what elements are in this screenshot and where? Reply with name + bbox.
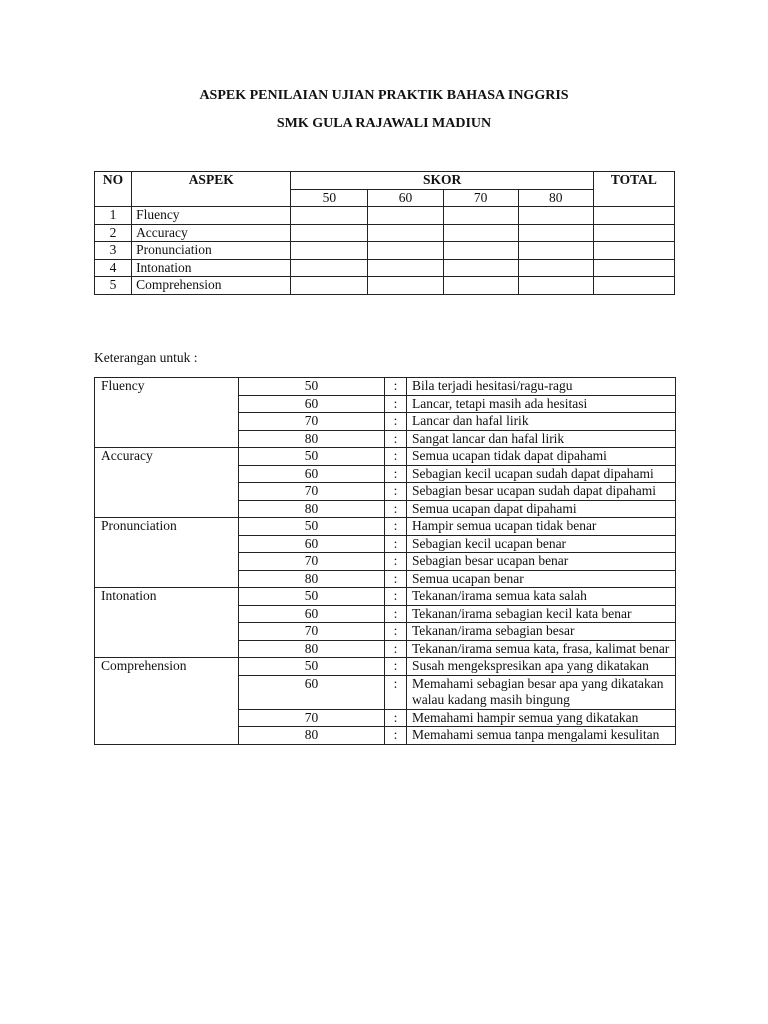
score-cell[interactable] xyxy=(518,242,593,260)
criteria-score: 50 xyxy=(239,448,385,466)
criteria-colon: : xyxy=(385,623,407,641)
score-table-body xyxy=(95,207,675,295)
table-row xyxy=(95,259,675,277)
criteria-score: 60 xyxy=(239,675,385,709)
score-level-80: 80 xyxy=(518,189,593,207)
criteria-score: 70 xyxy=(239,413,385,431)
row-aspect: Pronunciation xyxy=(132,242,291,260)
score-cell[interactable] xyxy=(518,259,593,277)
column-header-score: SKOR xyxy=(291,172,594,190)
row-number: 2 xyxy=(95,224,132,242)
criteria-row xyxy=(95,588,676,606)
row-number: 3 xyxy=(95,242,132,260)
criteria-description: Sebagian kecil ucapan sudah dapat dipahami xyxy=(407,465,676,483)
criteria-row xyxy=(95,448,676,466)
criteria-score: 50 xyxy=(239,518,385,536)
criteria-description: Memahami semua tanpa mengalami kesulitan xyxy=(407,727,676,745)
criteria-aspect: Accuracy xyxy=(95,448,239,518)
criteria-colon: : xyxy=(385,395,407,413)
criteria-colon: : xyxy=(385,518,407,536)
criteria-description: Lancar dan hafal lirik xyxy=(407,413,676,431)
score-level-50: 50 xyxy=(291,189,368,207)
criteria-colon: : xyxy=(385,570,407,588)
criteria-colon: : xyxy=(385,500,407,518)
score-cell[interactable] xyxy=(368,277,443,295)
score-cell[interactable] xyxy=(518,277,593,295)
score-level-70: 70 xyxy=(443,189,518,207)
row-number: 1 xyxy=(95,207,132,225)
criteria-description: Semua ucapan benar xyxy=(407,570,676,588)
criteria-score: 60 xyxy=(239,395,385,413)
criteria-description: Bila terjadi hesitasi/ragu-ragu xyxy=(407,378,676,396)
criteria-colon: : xyxy=(385,378,407,396)
criteria-aspect: Fluency xyxy=(95,378,239,448)
notes-label: Keterangan untuk : xyxy=(94,350,198,365)
criteria-row xyxy=(95,378,676,396)
score-cell[interactable] xyxy=(443,242,518,260)
criteria-row xyxy=(95,658,676,676)
total-cell[interactable] xyxy=(593,224,674,242)
score-cell[interactable] xyxy=(518,224,593,242)
criteria-description: Sebagian besar ucapan sudah dapat dipahami xyxy=(407,483,676,501)
table-row xyxy=(95,224,675,242)
table-row xyxy=(95,207,675,225)
criteria-score: 80 xyxy=(239,570,385,588)
row-aspect: Fluency xyxy=(132,207,291,225)
criteria-description: Semua ucapan tidak dapat dipahami xyxy=(407,448,676,466)
criteria-score: 60 xyxy=(239,605,385,623)
criteria-description: Susah mengekspresikan apa yang dikatakan xyxy=(407,658,676,676)
criteria-score: 60 xyxy=(239,465,385,483)
school-name: SMK GULA RAJAWALI MADIUN xyxy=(276,116,492,131)
criteria-description: Tekanan/irama sebagian besar xyxy=(407,623,676,641)
score-cell[interactable] xyxy=(443,259,518,277)
document-title: ASPEK PENILAIAN UJIAN PRAKTIK BAHASA INGGRIS xyxy=(199,88,569,103)
table-row xyxy=(95,277,675,295)
criteria-aspect: Intonation xyxy=(95,588,239,658)
row-aspect: Comprehension xyxy=(132,277,291,295)
criteria-row xyxy=(95,518,676,536)
score-cell[interactable] xyxy=(443,224,518,242)
criteria-score: 80 xyxy=(239,640,385,658)
criteria-description: Sangat lancar dan hafal lirik xyxy=(407,430,676,448)
criteria-score: 80 xyxy=(239,727,385,745)
criteria-description: Tekanan/irama semua kata, frasa, kalimat benar xyxy=(407,640,676,658)
criteria-colon: : xyxy=(385,553,407,571)
criteria-table xyxy=(94,377,676,745)
criteria-colon: : xyxy=(385,413,407,431)
criteria-description: Memahami hampir semua yang dikatakan xyxy=(407,709,676,727)
score-cell[interactable] xyxy=(368,242,443,260)
score-cell[interactable] xyxy=(518,207,593,225)
criteria-description: Tekanan/irama semua kata salah xyxy=(407,588,676,606)
criteria-aspect: Comprehension xyxy=(95,658,239,745)
total-cell[interactable] xyxy=(593,259,674,277)
score-cell[interactable] xyxy=(291,224,368,242)
criteria-colon: : xyxy=(385,675,407,709)
criteria-description: Memahami sebagian besar apa yang dikatakan walau kadang masih bingung xyxy=(407,675,676,709)
criteria-colon: : xyxy=(385,658,407,676)
criteria-colon: : xyxy=(385,709,407,727)
criteria-score: 50 xyxy=(239,588,385,606)
total-cell[interactable] xyxy=(593,277,674,295)
score-cell[interactable] xyxy=(443,207,518,225)
criteria-table-body xyxy=(95,378,676,745)
row-aspect: Intonation xyxy=(132,259,291,277)
score-cell[interactable] xyxy=(291,242,368,260)
criteria-colon: : xyxy=(385,448,407,466)
criteria-aspect: Pronunciation xyxy=(95,518,239,588)
criteria-description: Lancar, tetapi masih ada hesitasi xyxy=(407,395,676,413)
column-header-aspect: ASPEK xyxy=(132,172,291,207)
criteria-colon: : xyxy=(385,588,407,606)
criteria-colon: : xyxy=(385,727,407,745)
column-header-total: TOTAL xyxy=(593,172,674,207)
row-aspect: Accuracy xyxy=(132,224,291,242)
criteria-colon: : xyxy=(385,535,407,553)
criteria-score: 70 xyxy=(239,623,385,641)
criteria-score: 80 xyxy=(239,430,385,448)
total-cell[interactable] xyxy=(593,207,674,225)
criteria-description: Hampir semua ucapan tidak benar xyxy=(407,518,676,536)
score-cell[interactable] xyxy=(291,259,368,277)
criteria-score: 50 xyxy=(239,378,385,396)
score-table-header-row xyxy=(95,172,675,190)
criteria-score: 80 xyxy=(239,500,385,518)
score-cell[interactable] xyxy=(443,277,518,295)
criteria-score: 60 xyxy=(239,535,385,553)
score-cell[interactable] xyxy=(368,207,443,225)
score-table xyxy=(94,171,675,295)
total-cell[interactable] xyxy=(593,242,674,260)
criteria-score: 50 xyxy=(239,658,385,676)
criteria-colon: : xyxy=(385,465,407,483)
score-cell[interactable] xyxy=(368,224,443,242)
criteria-score: 70 xyxy=(239,709,385,727)
criteria-colon: : xyxy=(385,605,407,623)
criteria-colon: : xyxy=(385,640,407,658)
score-cell[interactable] xyxy=(291,277,368,295)
criteria-description: Sebagian besar ucapan benar xyxy=(407,553,676,571)
criteria-score: 70 xyxy=(239,553,385,571)
criteria-description: Sebagian kecil ucapan benar xyxy=(407,535,676,553)
criteria-description: Tekanan/irama sebagian kecil kata benar xyxy=(407,605,676,623)
criteria-colon: : xyxy=(385,483,407,501)
criteria-colon: : xyxy=(385,430,407,448)
score-level-60: 60 xyxy=(368,189,443,207)
criteria-score: 70 xyxy=(239,483,385,501)
row-number: 5 xyxy=(95,277,132,295)
table-row xyxy=(95,242,675,260)
score-cell[interactable] xyxy=(368,259,443,277)
row-number: 4 xyxy=(95,259,132,277)
criteria-description: Semua ucapan dapat dipahami xyxy=(407,500,676,518)
score-cell[interactable] xyxy=(291,207,368,225)
column-header-no: NO xyxy=(95,172,132,207)
